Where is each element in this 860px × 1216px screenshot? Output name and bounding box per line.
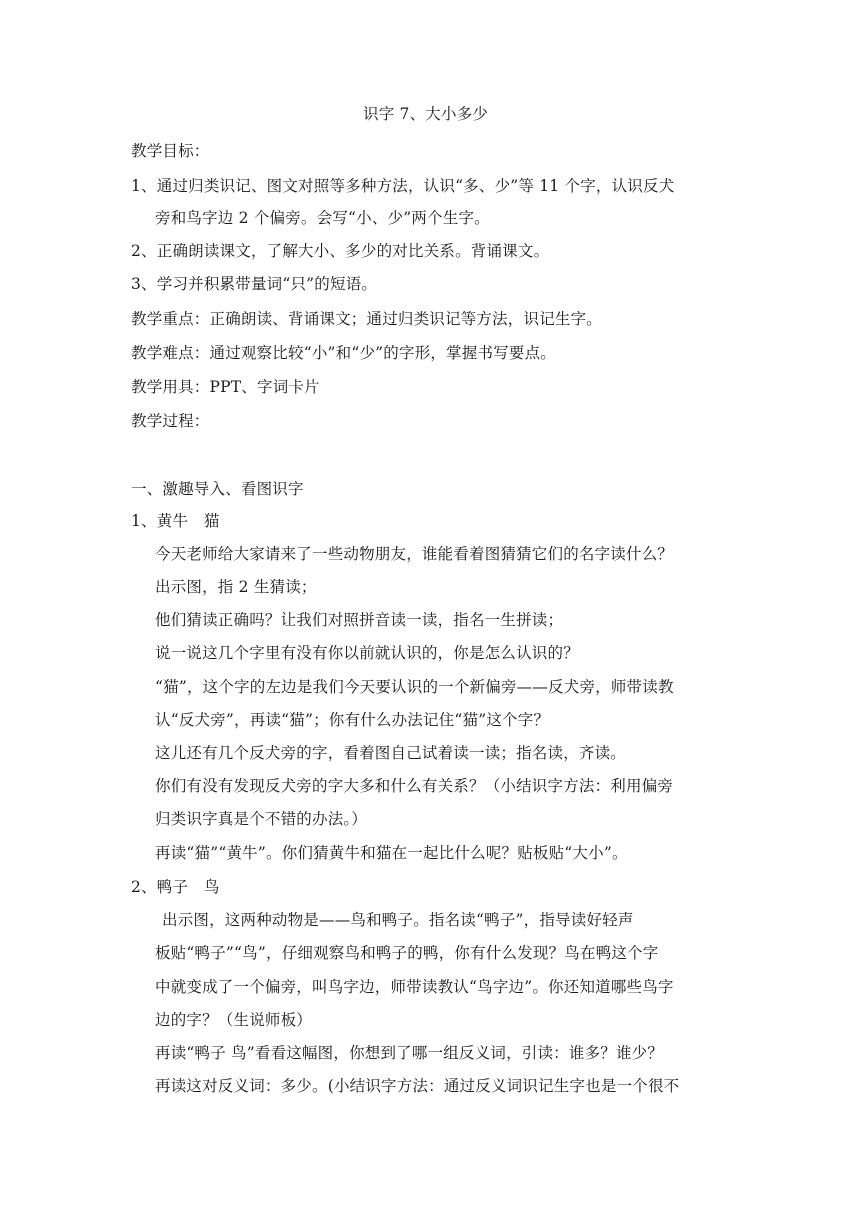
part-1-line: “猫”，这个字的左边是我们今天要认识的一个新偏旁——反犬旁，师带读教 [155, 678, 674, 696]
part-1-heading: 1、黄牛 猫 [131, 512, 220, 530]
part-2-line: 中就变成了一个偏旁，叫鸟字边，师带读教认“鸟字边”。你还知道哪些鸟字 [155, 978, 674, 996]
objective-1-line-1: 1、通过归类识记、图文对照等多种方法，认识“多、少”等 11 个字，认识反犬 [131, 177, 675, 195]
key-points: 教学重点：正确朗读、背诵课文；通过归类识记等方法，识记生字。 [131, 310, 603, 328]
part-2-heading: 2、鸭子 鸟 [131, 878, 220, 896]
part-2-line: 再读“鸭子 鸟”看看这幅图，你想到了哪一组反义词，引读：谁多？谁少？ [155, 1044, 664, 1062]
part-2-line: 出示图，这两种动物是——鸟和鸭子。指名读“鸭子”，指导读好轻声 [162, 911, 634, 929]
teaching-tools: 教学用具：PPT、字词卡片 [131, 378, 320, 396]
section-1-heading: 一、激趣导入、看图识字 [131, 480, 304, 498]
part-1-line: 认“反犬旁”，再读“猫”；你有什么办法记住“猫”这个字？ [155, 711, 550, 729]
part-1-line: 这儿还有几个反犬旁的字，看着图自己试着读一读；指名读，齐读。 [155, 744, 627, 762]
part-2-line: 再读这对反义词：多少。(小结识字方法：通过反义词识记生字也是一个很不 [155, 1077, 680, 1095]
part-1-line: 今天老师给大家请来了一些动物朋友，谁能看着图猜猜它们的名字读什么？ [155, 545, 674, 563]
difficulties: 教学难点：通过观察比较“小”和“少”的字形，掌握书写要点。 [131, 344, 556, 362]
part-1-line: 再读“猫”“黄牛”。你们猜黄牛和猫在一起比什么呢？贴板贴“大小”。 [155, 844, 628, 862]
objective-3: 3、学习并积累带量词“只”的短语。 [131, 275, 378, 293]
part-1-line: 说一说这几个字里有没有你以前就认识的，你是怎么认识的？ [155, 644, 579, 662]
part-1-line: 出示图，指 2 生猜读； [155, 578, 317, 596]
process-heading: 教学过程： [131, 412, 210, 430]
objectives-heading: 教学目标： [131, 142, 210, 160]
part-2-line: 边的字？（生说师板） [155, 1011, 313, 1029]
part-1-line: 他们猜读正确吗？让我们对照拼音读一读，指名一生拼读； [155, 611, 564, 629]
part-1-line: 你们有没有发现反犬旁的字大多和什么有关系？（小结识字方法：利用偏旁 [155, 777, 674, 795]
objective-1-line-2: 旁和鸟字边 2 个偏旁。会写“小、少”两个生字。 [155, 209, 490, 227]
objective-2: 2、正确朗读课文，了解大小、多少的对比关系。背诵课文。 [131, 242, 550, 260]
part-2-line: 板贴“鸭子”“鸟”，仔细观察鸟和鸭子的鸭，你有什么发现？鸟在鸭这个字 [155, 944, 659, 962]
document-title: 识字 7、大小多少 [363, 105, 489, 123]
part-1-line: 归类识字真是个不错的办法。） [155, 810, 368, 828]
